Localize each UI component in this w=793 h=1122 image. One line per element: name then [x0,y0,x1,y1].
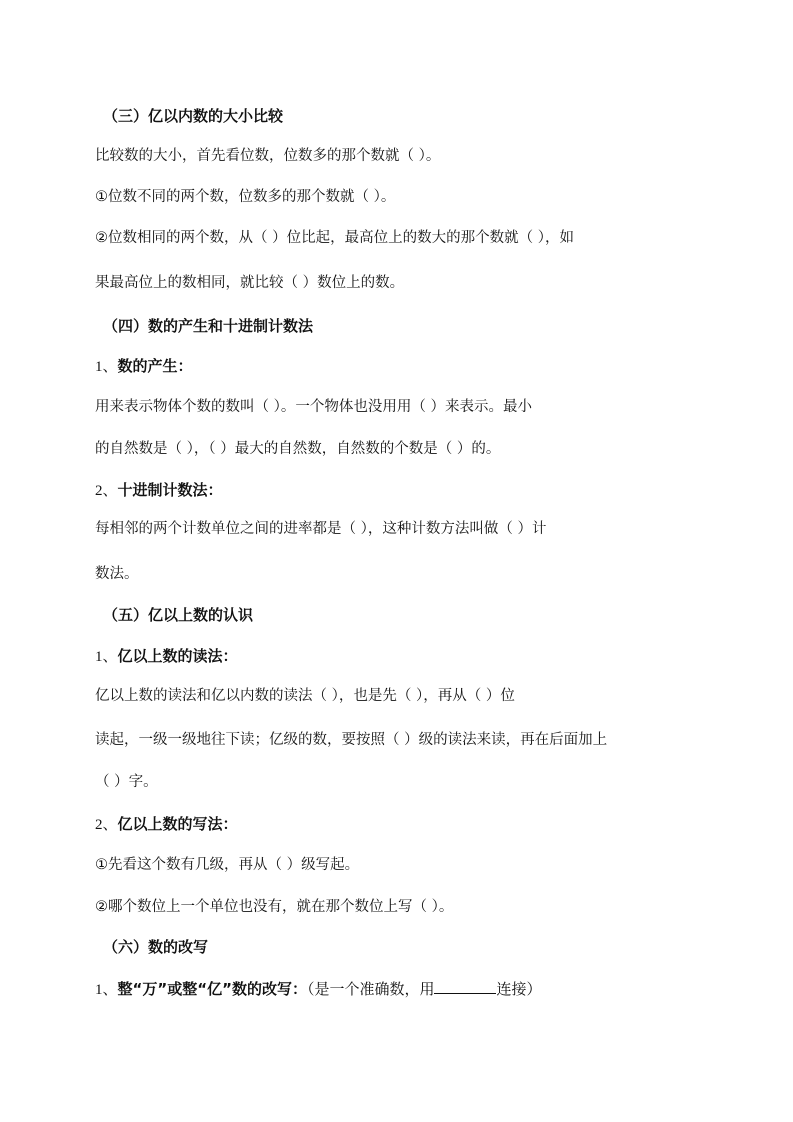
subheading-number: 1、 [95,982,118,998]
paragraph-line: 数法。 [95,566,139,582]
subheading [95,814,238,835]
subheading [95,646,238,667]
section-heading-5: （五）亿以上数的认识 [103,606,254,624]
subheading-number: 2、 [95,817,118,833]
paragraph-line: 比较数的大小，首先看位数，位数多的那个数就（ ）。 [95,148,441,164]
subheading-number: 1、 [95,359,118,375]
section-heading-3: （三）亿以内数的大小比较 [103,107,284,125]
subheading-text: 整“万”或整“亿”数的改写： [117,980,307,998]
paragraph-line: 亿以上数的读法和亿以内数的读法（ ），也是先（ ），再从（ ）位 [95,688,515,704]
subheading [95,356,193,377]
subheading-text: 亿以上数的写法： [117,815,238,833]
subheading-note: （是一个准确数，用 [306,980,435,998]
paragraph-line: 的自然数是（ ），（ ）最大的自然数，自然数的个数是（ ）的。 [95,441,501,457]
paragraph-line: 每相邻的两个计数单位之间的进率都是（ ），这种计数方法叫做（ ）计 [95,521,547,537]
paragraph-line: ②位数相同的两个数，从（ ）位比起，最高位上的数大的那个数就（ ），如 [95,230,574,246]
fill-in-underline [434,979,496,994]
subheading-number: 2、 [95,483,118,499]
subheading-text: 十进制计数法： [117,481,223,499]
section-heading-6: （六）数的改写 [103,938,209,956]
paragraph-line: ①位数不同的两个数，位数多的那个数就（ ）。 [95,189,396,205]
paragraph-line: ①先看这个数有几级，再从（ ）级写起。 [95,857,360,873]
paragraph-line: 果最高位上的数相同，就比较（ ）数位上的数。 [95,275,405,291]
subheading-text: 数的产生： [117,357,193,375]
subheading [95,480,223,501]
subheading-text: 亿以上数的读法： [117,647,238,665]
subheading-note-end: 连接） [496,980,542,998]
subheading [95,979,541,1000]
subheading-number: 1、 [95,649,118,665]
paragraph-line: 读起，一级一级地往下读；亿级的数，要按照（ ）级的读法来读，再在后面加上 [95,732,608,748]
paragraph-line: ②哪个数位上一个单位也没有，就在那个数位上写（ ）。 [95,899,454,915]
paragraph-line: 用来表示物体个数的数叫（ ）。一个物体也没用用（ ）来表示。最小 [95,399,532,415]
paragraph-line: （ ）字。 [95,774,158,790]
section-heading-4: （四）数的产生和十进制计数法 [103,317,314,335]
